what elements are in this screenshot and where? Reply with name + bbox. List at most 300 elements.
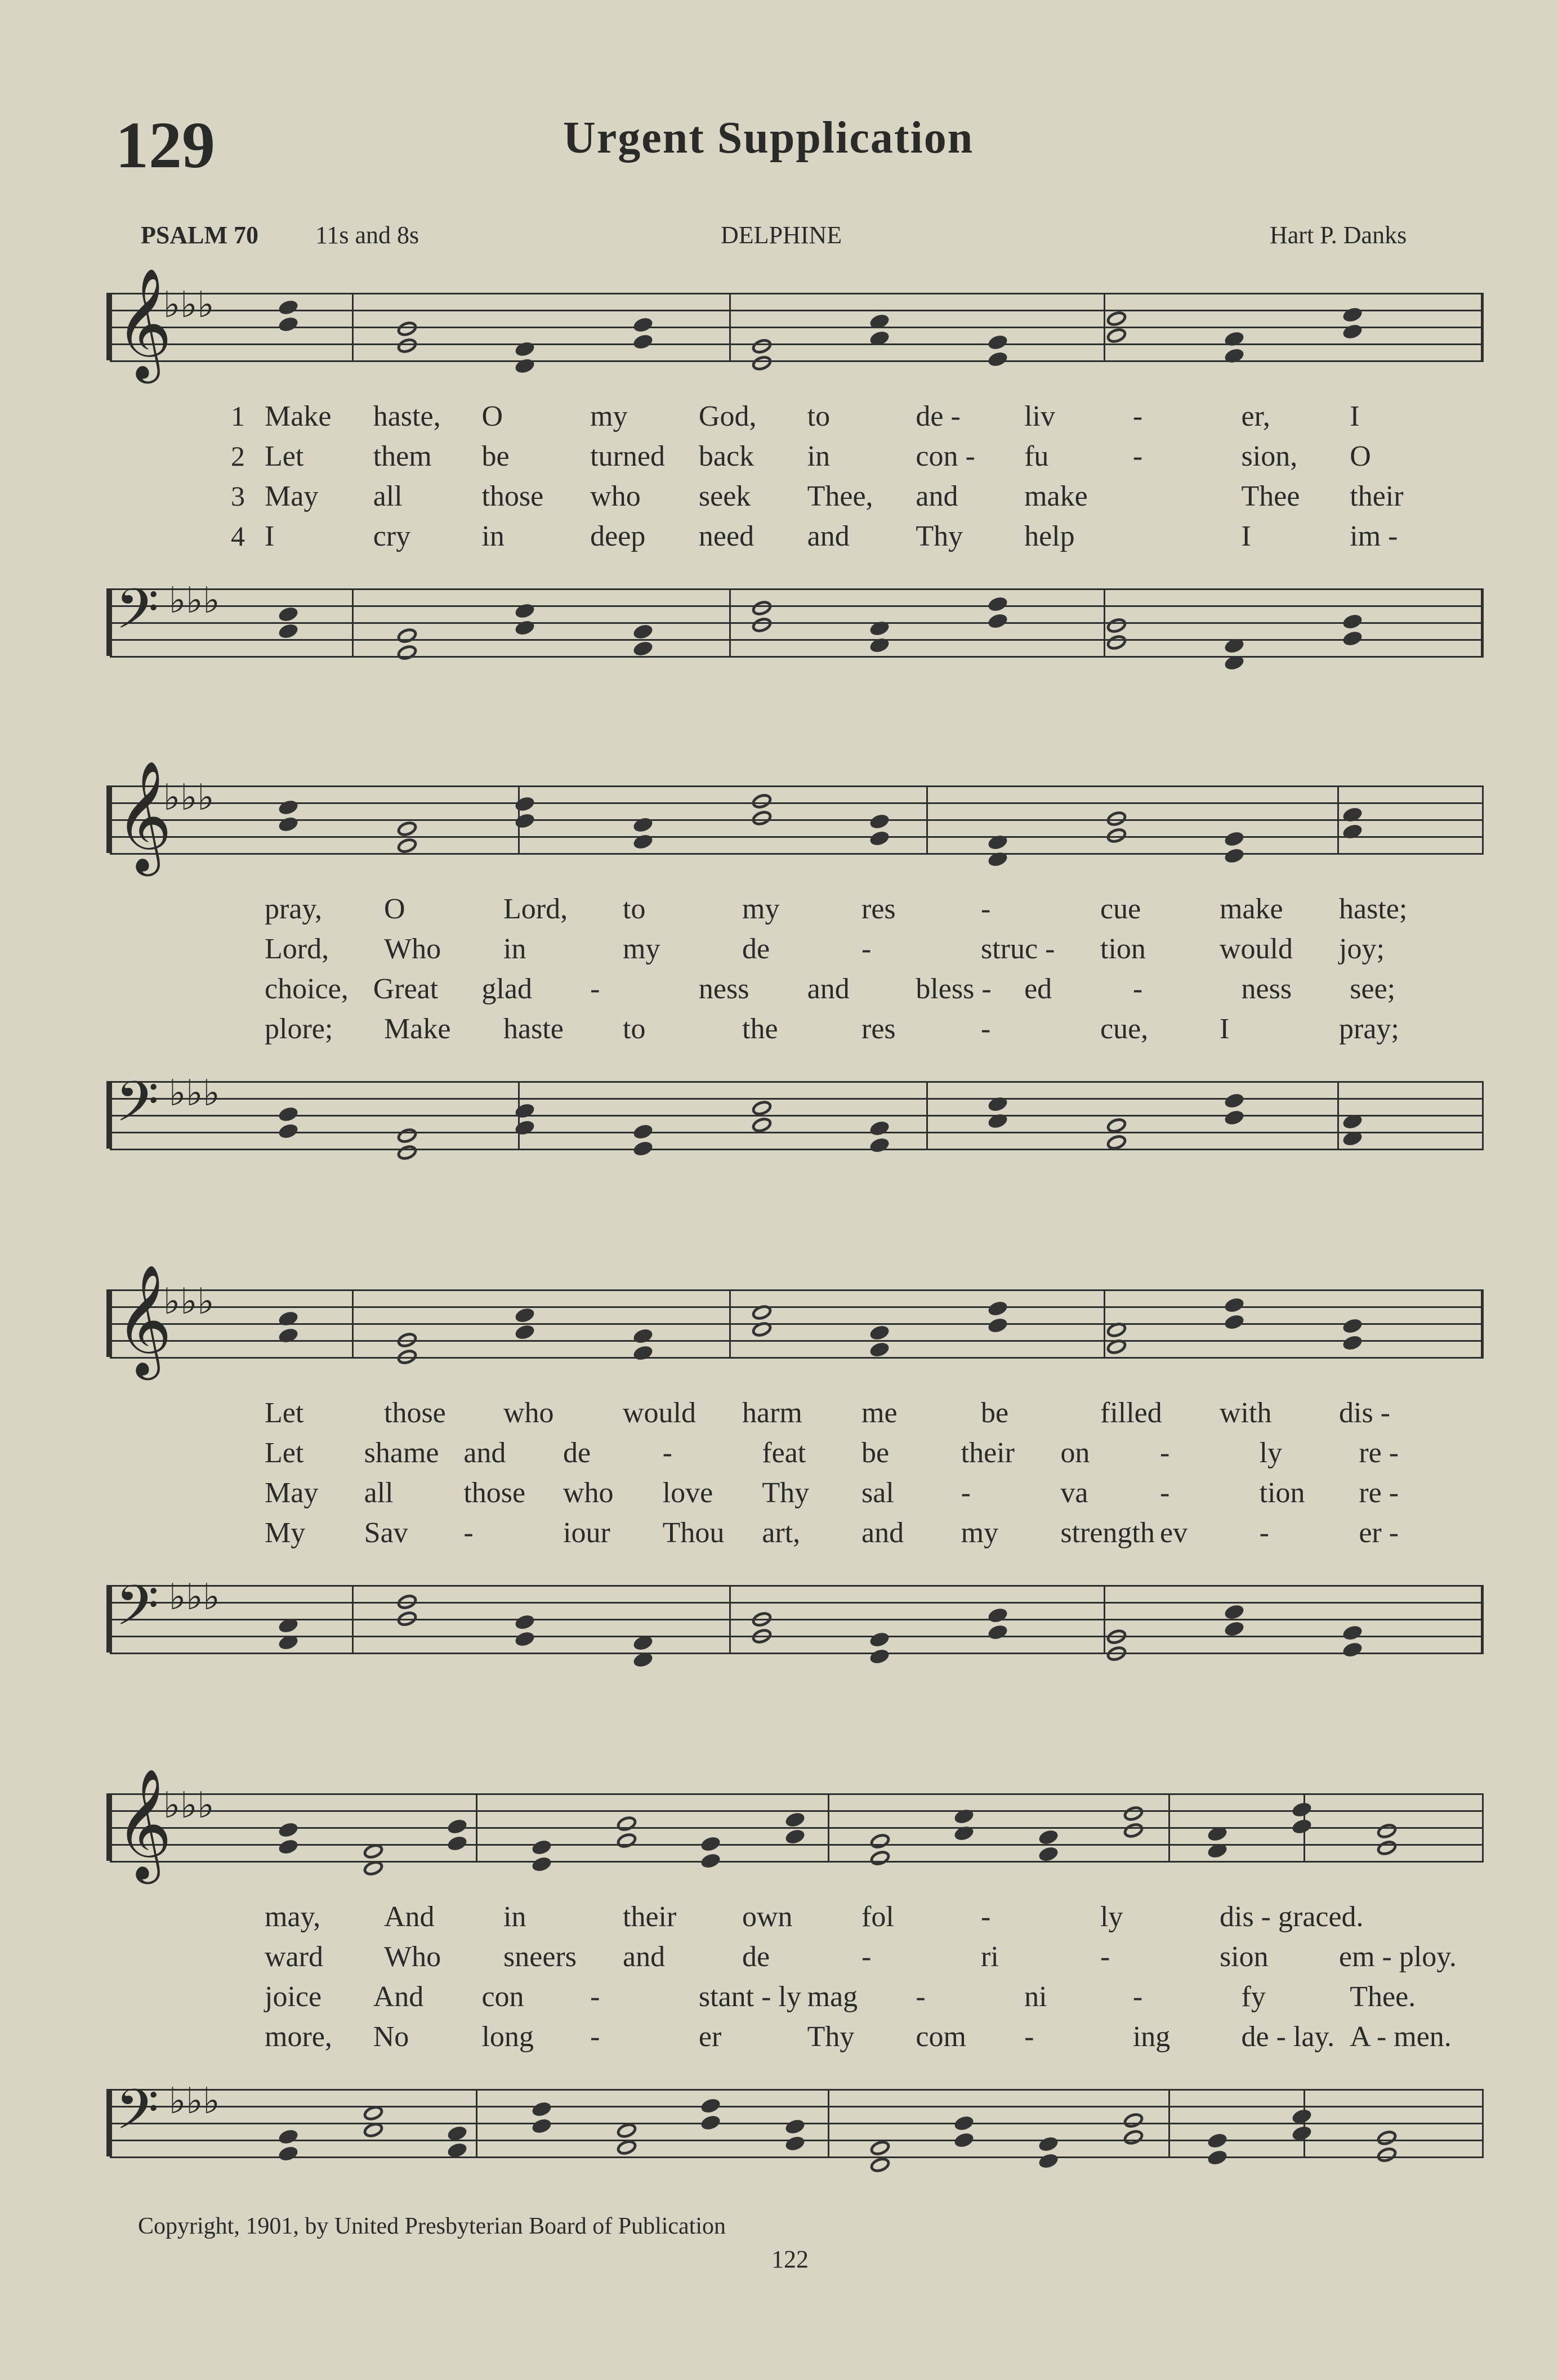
lyric-syllable: mag: [807, 1981, 858, 2013]
bar-line-end: [1482, 293, 1484, 360]
lyric-syllable: -: [1024, 2021, 1034, 2053]
note-head-icon: [1223, 830, 1245, 848]
lyric-syllable: in: [503, 1901, 526, 1933]
note-head-icon: [632, 640, 654, 658]
lyric-syllable: haste,: [373, 400, 441, 432]
lyric-syllable: make: [1220, 893, 1283, 925]
verse-number: 3: [231, 480, 245, 512]
note-head-icon: [395, 1330, 419, 1350]
note-head-icon: [1341, 323, 1363, 341]
note-head-icon: [750, 1303, 774, 1323]
lyric-syllable: Thee,: [807, 480, 873, 512]
note-head-icon: [632, 1140, 654, 1158]
note-head-icon: [530, 2117, 552, 2135]
note-head-icon: [277, 1310, 299, 1328]
bar-line: [352, 588, 354, 656]
note-head-icon: [986, 1316, 1008, 1334]
staff-line: [110, 310, 1484, 311]
note-head-icon: [632, 1123, 654, 1141]
lyric-syllable: be: [481, 440, 510, 472]
lyric-syllable: I: [265, 520, 275, 552]
staff-line: [110, 2106, 1484, 2107]
lyric-syllable: de: [563, 1437, 591, 1469]
lyric-syllable: my: [742, 893, 780, 925]
lyric-syllable: Make: [384, 1013, 451, 1045]
staff-line: [110, 1306, 1484, 1308]
lyric-syllable: And: [373, 1981, 424, 2013]
lyric-syllable: see;: [1350, 973, 1396, 1005]
lyric-syllable: O: [384, 893, 405, 925]
lyric-syllable: ness: [1241, 973, 1292, 1005]
staff-line: [110, 836, 1484, 838]
lyric-syllable: strength: [1060, 1517, 1155, 1549]
lyric-syllable: feat: [762, 1437, 806, 1469]
staff-line: [110, 1844, 1484, 1846]
lyric-syllable: to: [623, 893, 646, 925]
note-head-icon: [1105, 633, 1128, 653]
note-head-icon: [986, 595, 1008, 613]
lyric-syllable: harm: [742, 1397, 802, 1429]
treble-clef-icon: 𝄞: [115, 1771, 172, 1877]
bar-line: [352, 1289, 354, 1357]
staff-line: [110, 1098, 1484, 1100]
system-bracket: [106, 2089, 112, 2156]
note-head-icon: [986, 1300, 1008, 1318]
lyric-syllable: tion: [1259, 1477, 1305, 1509]
treble-staff: [110, 763, 1484, 869]
lyric-syllable: No: [373, 2021, 409, 2053]
note-head-icon: [1341, 1334, 1363, 1352]
lyric-syllable: would: [623, 1397, 696, 1429]
hymn-title: Urgent Supplication: [563, 113, 974, 163]
note-head-icon: [530, 1838, 552, 1856]
treble-staff: [110, 1771, 1484, 1877]
note-head-icon: [868, 1136, 890, 1154]
meter: 11s and 8s: [315, 221, 419, 249]
bar-line: [476, 1793, 477, 1861]
lyric-syllable: Let: [265, 440, 304, 472]
lyric-syllable: May: [265, 480, 319, 512]
note-head-icon: [1206, 2132, 1228, 2150]
note-head-icon: [868, 1631, 890, 1649]
staff-line: [110, 1585, 1484, 1587]
lyric-syllable: haste;: [1339, 893, 1408, 925]
system-bracket: [106, 588, 112, 656]
lyric-syllable: ness: [698, 973, 749, 1005]
lyric-syllable: res: [861, 893, 896, 925]
note-head-icon: [1122, 1804, 1145, 1824]
lyric-syllable: va: [1060, 1477, 1088, 1509]
note-head-icon: [632, 316, 654, 334]
note-head-icon: [1341, 1624, 1363, 1642]
note-head-icon: [699, 1852, 721, 1870]
lyric-syllable: to: [807, 400, 831, 432]
note-head-icon: [1122, 2128, 1145, 2147]
lyric-syllable: res: [861, 1013, 896, 1045]
note-head-icon: [750, 1627, 774, 1646]
key-signature-flats-icon: ♭♭♭: [169, 1577, 220, 1617]
note-head-icon: [395, 1126, 419, 1146]
note-head-icon: [514, 1306, 535, 1324]
system-bracket: [106, 1793, 112, 1861]
note-head-icon: [750, 599, 774, 618]
note-head-icon: [277, 605, 299, 623]
note-head-icon: [1341, 306, 1363, 324]
note-head-icon: [277, 1105, 299, 1123]
note-head-icon: [1375, 1838, 1399, 1858]
note-head-icon: [395, 319, 419, 339]
lyric-syllable: -: [916, 1981, 926, 2013]
lyric-syllable: pray,: [265, 893, 323, 925]
bar-line: [1104, 1289, 1105, 1357]
lyric-syllable: stant - ly: [698, 1981, 801, 2013]
lyric-syllable: in: [807, 440, 831, 472]
note-head-icon: [395, 1609, 419, 1629]
lyric-syllable: long: [481, 2021, 534, 2053]
lyric-syllable: Who: [384, 933, 441, 965]
lyric-syllable: their: [623, 1901, 677, 1933]
note-head-icon: [530, 1855, 552, 1873]
lyric-syllable: seek: [698, 480, 751, 512]
note-head-icon: [784, 2118, 806, 2136]
note-head-icon: [868, 1832, 892, 1851]
lyric-syllable: re -: [1359, 1437, 1399, 1469]
note-head-icon: [1341, 1317, 1363, 1335]
lyric-syllable: sneers: [503, 1941, 577, 1973]
bar-line: [352, 293, 354, 360]
staff-line: [110, 1619, 1484, 1620]
staff-line: [110, 1793, 1484, 1795]
lyric-syllable: ward: [265, 1941, 323, 1973]
note-head-icon: [750, 615, 774, 635]
staff-line: [110, 1323, 1484, 1325]
note-head-icon: [632, 333, 654, 351]
lyric-syllable: deep: [590, 520, 646, 552]
staff-line: [110, 802, 1484, 804]
lyric-syllable: -: [1259, 1517, 1269, 1549]
note-head-icon: [277, 1122, 299, 1140]
note-head-icon: [784, 2135, 806, 2153]
note-head-icon: [1105, 1627, 1128, 1647]
lyric-syllable: ri: [981, 1941, 999, 1973]
note-head-icon: [868, 812, 890, 830]
note-head-icon: [784, 1828, 806, 1846]
bar-line: [1104, 293, 1105, 360]
key-signature-flats-icon: ♭♭♭: [169, 2081, 220, 2121]
lyric-syllable: -: [1160, 1477, 1170, 1509]
lyric-syllable: ing: [1132, 2021, 1171, 2053]
staff-line: [110, 853, 1484, 855]
lyric-syllable: de - lay.: [1241, 2021, 1335, 2053]
lyric-syllable: Thy: [807, 2021, 855, 2053]
key-signature-flats-icon: ♭♭♭: [169, 581, 220, 620]
note-head-icon: [750, 1610, 774, 1629]
lyric-syllable: help: [1024, 520, 1075, 552]
lyric-syllable: -: [981, 893, 991, 925]
staff-line: [110, 622, 1484, 624]
note-head-icon: [530, 2100, 552, 2118]
note-head-icon: [1291, 1818, 1313, 1836]
key-signature-flats-icon: ♭♭♭: [169, 1073, 220, 1113]
lyric-syllable: I: [1241, 520, 1251, 552]
lyric-syllable: -: [1132, 973, 1143, 1005]
treble-staff: [110, 1267, 1484, 1373]
lyric-syllable: turned: [590, 440, 666, 472]
lyric-syllable: -: [463, 1517, 474, 1549]
bar-line: [1168, 2089, 1170, 2156]
treble-staff: [110, 271, 1484, 377]
staff-line: [110, 2089, 1484, 2091]
lyric-syllable: filled: [1100, 1397, 1162, 1429]
key-signature-flats-icon: ♭♭♭: [163, 1785, 215, 1825]
lyric-syllable: Sav: [364, 1517, 408, 1549]
lyric-syllable: and: [861, 1517, 904, 1549]
lyric-syllable: in: [481, 520, 505, 552]
lyric-syllable: er: [698, 2021, 722, 2053]
bar-line: [926, 785, 928, 853]
staff-line: [110, 1810, 1484, 1812]
lyric-syllable: those: [384, 1397, 446, 1429]
note-head-icon: [986, 1623, 1008, 1641]
note-head-icon: [277, 1821, 299, 1839]
system-bracket: [106, 1289, 112, 1357]
note-head-icon: [277, 815, 299, 833]
lyric-syllable: -: [590, 973, 600, 1005]
lyric-syllable: my: [623, 933, 660, 965]
lyric-syllable: -: [961, 1477, 971, 1509]
composer: Hart P. Danks: [1270, 221, 1407, 249]
lyric-syllable: and: [463, 1437, 506, 1469]
lyric-syllable: need: [698, 520, 755, 552]
lyric-syllable: Let: [265, 1397, 304, 1429]
bar-line: [926, 1081, 928, 1149]
hymn-number: 129: [115, 108, 215, 182]
lyric-syllable: I: [1220, 1013, 1230, 1045]
lyric-syllable: on: [1060, 1437, 1090, 1469]
bar-line: [828, 2089, 829, 2156]
note-head-icon: [750, 337, 774, 356]
bar-line-end: [1482, 2089, 1484, 2156]
note-head-icon: [395, 1592, 419, 1612]
note-head-icon: [395, 643, 419, 663]
lyric-syllable: -: [861, 933, 872, 965]
note-head-icon: [953, 2131, 975, 2149]
lyric-syllable: em - ploy.: [1339, 1941, 1457, 1973]
lyric-syllable: those: [463, 1477, 526, 1509]
note-head-icon: [514, 1119, 535, 1137]
treble-clef-icon: 𝄞: [115, 763, 172, 869]
lyric-syllable: be: [981, 1397, 1009, 1429]
bar-line: [729, 588, 731, 656]
note-head-icon: [1223, 1092, 1245, 1110]
note-head-icon: [1375, 1821, 1399, 1841]
lyric-syllable: sal: [861, 1477, 894, 1509]
staff-line: [110, 656, 1484, 658]
bass-staff: [110, 1575, 1484, 1653]
note-head-icon: [868, 1324, 890, 1342]
staff-line: [110, 1115, 1484, 1117]
note-head-icon: [868, 1119, 890, 1137]
staff-line: [110, 1132, 1484, 1133]
lyric-syllable: tion: [1100, 933, 1146, 965]
system-bracket: [106, 1585, 112, 1653]
lyric-syllable: fu: [1024, 440, 1049, 472]
note-head-icon: [750, 354, 774, 373]
note-head-icon: [277, 298, 299, 316]
bar-line: [1168, 1793, 1170, 1861]
note-head-icon: [514, 602, 535, 620]
staff-line: [110, 1340, 1484, 1342]
note-head-icon: [1375, 2128, 1399, 2148]
lyric-syllable: choice,: [265, 973, 349, 1005]
lyric-syllable: and: [916, 480, 958, 512]
bar-line-end: [1482, 1585, 1484, 1653]
note-head-icon: [1341, 1641, 1363, 1659]
lyric-syllable: liv: [1024, 400, 1055, 432]
bar-line-end: [1482, 1793, 1484, 1861]
note-head-icon: [1341, 806, 1363, 824]
lyric-syllable: God,: [698, 400, 757, 432]
note-head-icon: [986, 612, 1008, 630]
note-head-icon: [1223, 1109, 1245, 1127]
lyric-syllable: be: [861, 1437, 890, 1469]
note-head-icon: [699, 2097, 721, 2115]
lyric-syllable: Who: [384, 1941, 441, 1973]
note-head-icon: [514, 619, 535, 637]
bar-line-end: [1482, 588, 1484, 656]
staff-line: [110, 2156, 1484, 2158]
note-head-icon: [514, 340, 535, 358]
lyric-syllable: haste: [503, 1013, 564, 1045]
lyric-syllable: sion: [1220, 1941, 1269, 1973]
staff-line: [110, 1357, 1484, 1359]
staff-line: [110, 1636, 1484, 1637]
note-head-icon: [1375, 2145, 1399, 2165]
note-head-icon: [395, 1143, 419, 1163]
note-head-icon: [395, 336, 419, 356]
note-head-icon: [1223, 1313, 1245, 1331]
note-head-icon: [868, 829, 890, 847]
lyric-syllable: plore;: [265, 1013, 333, 1045]
lyric-syllable: cue,: [1100, 1013, 1149, 1045]
lyric-syllable: more,: [265, 2021, 332, 2053]
note-head-icon: [1105, 309, 1128, 329]
lyric-syllable: de -: [916, 400, 961, 432]
lyric-syllable: would: [1220, 933, 1293, 965]
staff-line: [110, 1653, 1484, 1654]
note-head-icon: [277, 2145, 299, 2163]
copyright-notice: Copyright, 1901, by United Presbyterian Board of Publication: [138, 2213, 726, 2239]
system-bracket: [106, 1081, 112, 1149]
lyric-syllable: ly: [1100, 1901, 1123, 1933]
note-head-icon: [1223, 1296, 1245, 1314]
bass-staff: [110, 579, 1484, 656]
lyric-syllable: struc -: [981, 933, 1055, 965]
lyric-syllable: glad: [481, 973, 532, 1005]
note-head-icon: [1341, 613, 1363, 631]
bar-line: [476, 2089, 477, 2156]
note-head-icon: [277, 798, 299, 816]
note-head-icon: [514, 795, 535, 813]
page-number: 122: [771, 2245, 809, 2273]
lyric-syllable: fol: [861, 1901, 894, 1933]
lyric-syllable: make: [1024, 480, 1088, 512]
psalm-ref: PSALM 70: [141, 221, 258, 249]
note-head-icon: [699, 2114, 721, 2132]
note-head-icon: [632, 1344, 654, 1362]
lyric-syllable: and: [623, 1941, 666, 1973]
lyric-syllable: -: [861, 1941, 872, 1973]
note-head-icon: [986, 1606, 1008, 1624]
lyric-syllable: fy: [1241, 1981, 1266, 2013]
lyric-syllable: their: [961, 1437, 1015, 1469]
note-head-icon: [1122, 1821, 1145, 1841]
lyric-syllable: who: [503, 1397, 554, 1429]
lyric-syllable: all: [373, 480, 403, 512]
lyric-syllable: may,: [265, 1901, 321, 1933]
lyric-syllable: -: [981, 1901, 991, 1933]
staff-line: [110, 1289, 1484, 1291]
staff-line: [110, 1081, 1484, 1083]
note-head-icon: [632, 816, 654, 834]
lyric-syllable: con: [481, 1981, 524, 2013]
lyric-syllable: Lord,: [503, 893, 568, 925]
lyric-syllable: dis -: [1339, 1397, 1390, 1429]
lyric-syllable: shame: [364, 1437, 439, 1469]
note-head-icon: [868, 1647, 890, 1665]
bar-line: [828, 1793, 829, 1861]
lyric-syllable: Lord,: [265, 933, 329, 965]
lyric-syllable: who: [563, 1477, 614, 1509]
lyric-syllable: in: [503, 933, 526, 965]
lyric-syllable: -: [1132, 440, 1143, 472]
note-head-icon: [750, 809, 774, 828]
note-head-icon: [986, 350, 1008, 368]
lyric-syllable: joice: [265, 1981, 322, 2013]
note-head-icon: [514, 1613, 535, 1631]
note-head-icon: [514, 1102, 535, 1120]
system-bracket: [106, 293, 112, 360]
note-head-icon: [632, 833, 654, 851]
note-head-icon: [699, 1835, 721, 1853]
staff-line: [110, 819, 1484, 821]
note-head-icon: [446, 1818, 468, 1836]
lyric-syllable: O: [481, 400, 503, 432]
note-head-icon: [986, 333, 1008, 351]
lyric-syllable: to: [623, 1013, 646, 1045]
lyric-syllable: Thou: [662, 1517, 725, 1549]
lyric-syllable: Thee: [1241, 480, 1300, 512]
note-head-icon: [1291, 1801, 1313, 1819]
lyric-syllable: I: [1350, 400, 1360, 432]
bass-staff: [110, 2079, 1484, 2156]
note-head-icon: [1223, 847, 1245, 865]
verse-number: 4: [231, 520, 245, 552]
lyric-syllable: -: [590, 1981, 600, 2013]
staff-line: [110, 1602, 1484, 1604]
note-head-icon: [868, 1848, 892, 1868]
bar-line-end: [1482, 1289, 1484, 1357]
lyric-syllable: cry: [373, 520, 411, 552]
bar-line-end: [1482, 1081, 1484, 1149]
note-head-icon: [615, 1831, 639, 1851]
lyric-syllable: iour: [563, 1517, 610, 1549]
lyric-syllable: O: [1350, 440, 1371, 472]
bass-clef-icon: 𝄢: [115, 1575, 159, 1650]
lyric-syllable: re -: [1359, 1477, 1399, 1509]
lyric-syllable: con -: [916, 440, 975, 472]
note-head-icon: [1223, 330, 1245, 348]
